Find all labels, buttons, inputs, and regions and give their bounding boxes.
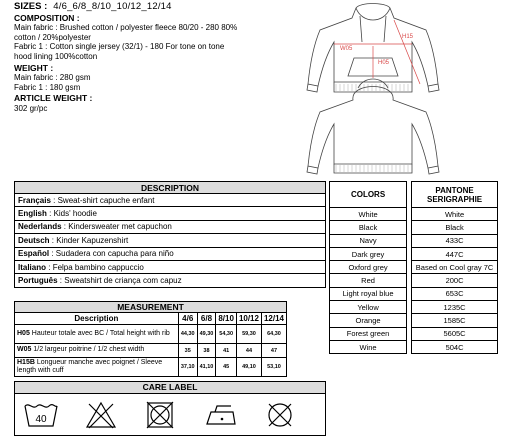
table-row [15, 358, 287, 377]
measure-value: 53,10 [261, 358, 286, 377]
no-bleach-icon [85, 400, 117, 430]
table-row [330, 301, 498, 314]
pantone-value: 447C [412, 247, 498, 260]
measure-text: 1/2 largeur poitrine / 1/2 chest width [31, 346, 145, 354]
composition-line: Fabric 1 : Cotton single jersey (32/1) - 180 For tone on tone [14, 42, 225, 52]
pantone-value: 504C [412, 340, 498, 353]
measurement-table [14, 301, 287, 377]
sizes-label: SIZES : [14, 1, 48, 12]
measure-value: 49,10 [236, 358, 261, 377]
size-header: 6/8 [197, 313, 216, 325]
lang-text: Kinder Kapuzenshirt [56, 235, 129, 245]
measure-text: Longueur manche avec poignet / Sleeve length with cuff [17, 358, 163, 374]
measure-value: 37,10 [178, 358, 197, 377]
table-row [330, 208, 498, 221]
table-row [330, 221, 498, 234]
measurement-title: MEASUREMENT [15, 302, 287, 313]
weight-line: Fabric 1 : 180 gsm [14, 82, 81, 92]
lang-label: Deutsch [18, 235, 50, 245]
color-name: Wine [330, 340, 407, 353]
description-header: Description [15, 313, 179, 325]
pantone-value: Black [412, 221, 498, 234]
article-weight-value: 302 gr/pc [14, 103, 48, 113]
no-dry-clean-icon [265, 400, 295, 430]
hoodie-back-sketch [298, 78, 448, 176]
table-row [330, 314, 498, 327]
table-row [330, 274, 498, 287]
colors-header: COLORS [330, 182, 407, 208]
care-label-section [14, 381, 326, 436]
size-header: 12/14 [261, 313, 286, 325]
color-name: Red [330, 274, 407, 287]
sizes-row [14, 2, 276, 12]
h05-label: H05 [378, 60, 390, 66]
table-row: Português : Sweatshirt de criança com capuz [15, 274, 326, 287]
measure-code: H05 [17, 329, 30, 337]
measure-text: Hauteur totale avec BC / Total height with rib [29, 329, 170, 337]
measure-code: H15B [17, 358, 35, 366]
composition-line: hood lining 100%cotton [14, 51, 98, 61]
composition-line: cotton / 20%polyester [14, 32, 91, 42]
measure-value: 38 [197, 344, 216, 358]
article-weight-label: ARTICLE WEIGHT : [14, 93, 93, 104]
table-row: Español : Sudadera con capucha para niño [15, 247, 326, 260]
iron-low-icon [205, 400, 239, 430]
color-name: Light royal blue [330, 287, 407, 300]
pantone-value: Based on Cool gray 7C [412, 261, 498, 274]
pantone-value: White [412, 208, 498, 221]
measure-value: 35 [178, 344, 197, 358]
lang-label: Português [18, 276, 58, 286]
lang-text: Sweat-shirt capuche enfant [57, 195, 155, 205]
pantone-value: 5605C [412, 327, 498, 340]
lang-label: Italiano [18, 262, 47, 272]
composition-line: Main fabric : Brushed cotton / polyester fleece 80/20 - 280 80% [14, 23, 238, 33]
weight-label: WEIGHT : [14, 62, 54, 73]
color-name: Navy [330, 234, 407, 247]
measure-value: 45 [216, 358, 237, 377]
care-icons [15, 394, 325, 436]
table-row [330, 327, 498, 340]
measure-value: 64,30 [261, 325, 286, 344]
measure-code: W05 [17, 346, 32, 354]
size-header: 8/10 [216, 313, 237, 325]
measure-value: 54,30 [216, 325, 237, 344]
color-name: Yellow [330, 301, 407, 314]
lang-text: Kids' hoodie [53, 209, 97, 219]
lang-label: Français [18, 195, 51, 205]
spec-info [14, 0, 276, 114]
table-row [330, 340, 498, 353]
color-name: Oxford grey [330, 261, 407, 274]
w05-label: W05 [340, 46, 353, 52]
lang-text: Sweatshirt de criança com capuz [64, 276, 182, 286]
measure-value: 59,30 [236, 325, 261, 344]
table-row [330, 247, 498, 260]
lang-text: Kindersweater met capuchon [68, 222, 172, 232]
table-row: English : Kids' hoodie [15, 207, 326, 220]
measure-value: 41 [216, 344, 237, 358]
pantone-value: 653C [412, 287, 498, 300]
table-row [15, 344, 287, 358]
table-row: Italiano : Felpa bambino cappuccio [15, 260, 326, 273]
table-row: Français : Sweat-shirt capuche enfant [15, 194, 326, 207]
table-row [15, 325, 287, 344]
table-row [330, 261, 498, 274]
lang-label: Español [18, 249, 50, 259]
measure-value: 47 [261, 344, 286, 358]
pantone-value: 433C [412, 234, 498, 247]
h15-label: H15 [402, 34, 414, 40]
color-name: Dark grey [330, 247, 407, 260]
lang-label: English [18, 209, 47, 219]
table-row: Deutsch : Kinder Kapuzenshirt [15, 234, 326, 247]
pantone-value: 1585C [412, 314, 498, 327]
pantone-value: 200C [412, 274, 498, 287]
lang-label: Nederlands [18, 222, 62, 232]
measure-value: 49,30 [197, 325, 216, 344]
wash-temp: 40 [35, 414, 47, 425]
color-name: Orange [330, 314, 407, 327]
table-row [330, 287, 498, 300]
colors-table [329, 181, 498, 354]
composition-label: COMPOSITION : [14, 12, 80, 23]
pantone-value: 1235C [412, 301, 498, 314]
description-table [14, 181, 326, 288]
wash-40-icon [23, 400, 59, 430]
weight-line: Main fabric : 280 gsm [14, 73, 91, 83]
lang-text: Sudadera con capucha para niño [55, 249, 174, 259]
size-header: 10/12 [236, 313, 261, 325]
size-header: 4/6 [178, 313, 197, 325]
care-label-title: CARE LABEL [15, 382, 325, 394]
table-row: Nederlands : Kindersweater met capuchon [15, 220, 326, 233]
measure-value: 44,30 [178, 325, 197, 344]
description-title: DESCRIPTION [15, 182, 326, 194]
table-row [330, 234, 498, 247]
color-name: White [330, 208, 407, 221]
color-name: Forest green [330, 327, 407, 340]
sizes-value: 4/6_6/8_8/10_10/12_12/14 [53, 1, 172, 12]
measure-value: 44 [236, 344, 261, 358]
color-name: Black [330, 221, 407, 234]
no-tumble-dry-icon [145, 400, 175, 430]
pantone-header: PANTONE SERIGRAPHIE [412, 182, 498, 208]
lang-text: Felpa bambino cappuccio [52, 262, 144, 272]
measure-value: 41,10 [197, 358, 216, 377]
